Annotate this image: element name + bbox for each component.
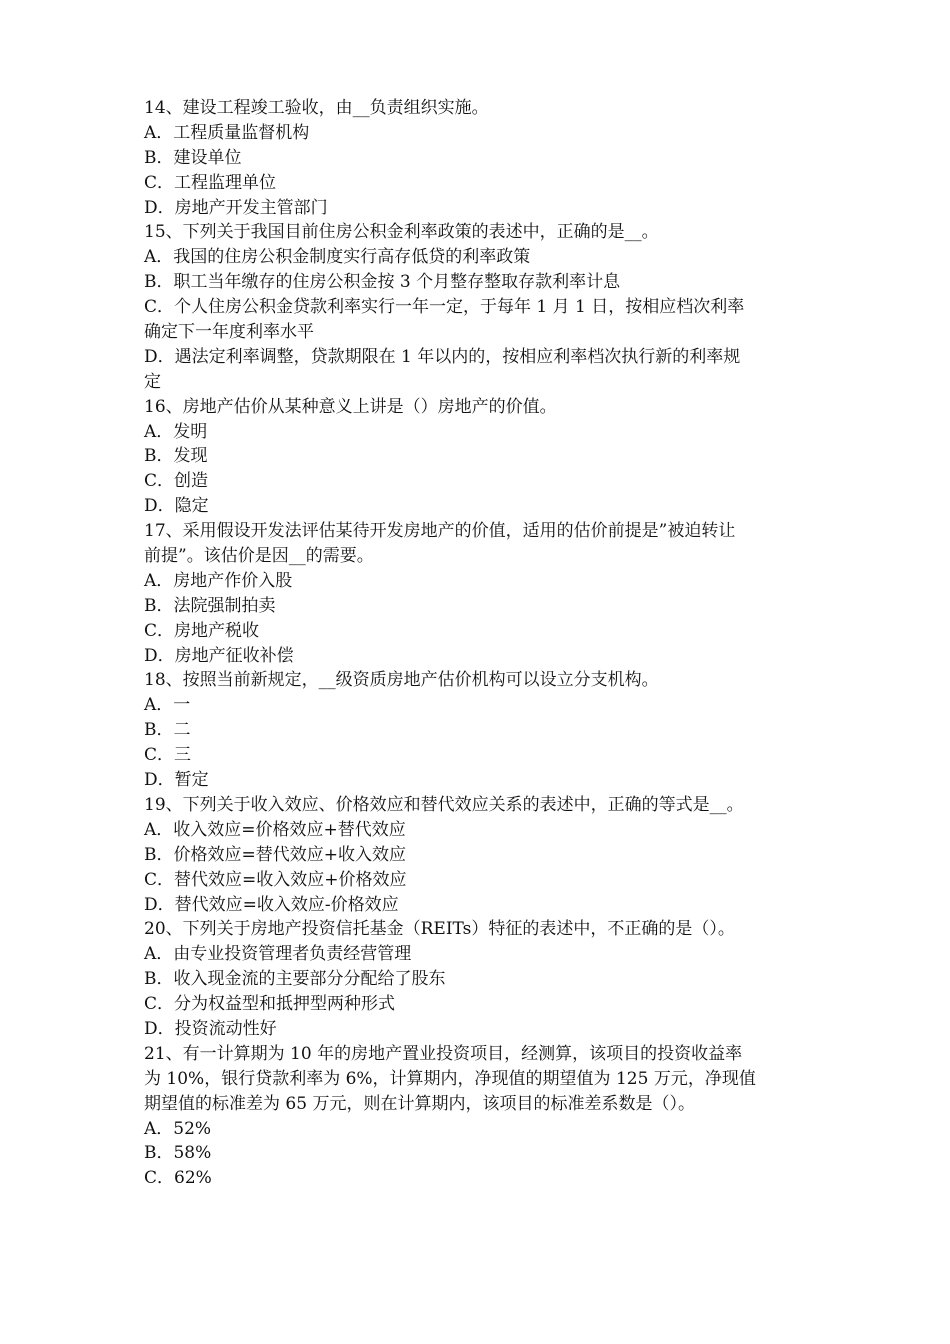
option-d: D．隐定 [144,496,209,517]
option-b: B．价格效应=替代效应+收入效应 [144,844,406,865]
question-stem-line: 16、房地产估价从某种意义上讲是（）房地产的价值。 [144,396,557,417]
question-14 [144,96,808,220]
option-b: B．二 [144,720,191,741]
option-c: C．工程监理单位 [144,172,277,193]
option-b: B．建设单位 [144,147,242,168]
question-stem-line: 14、建设工程竣工验收，由__负责组织实施。 [144,98,489,118]
question-stem-line: 18、按照当前新规定，__级资质房地产估价机构可以设立分支机构。 [144,670,659,691]
document-page [144,96,808,1191]
option-c: C．创造 [144,471,209,492]
option-c: C．个人住房公积金贷款利率实行一年一定，于每年 1 月 1 日，按相应档次利率 [144,297,745,318]
option-a: A．发明 [144,421,208,442]
question-stem-line: 20、下列关于房地产投资信托基金（REITs）特征的表述中，不正确的是（）。 [144,919,735,940]
question-18 [144,668,808,792]
option-c: C．三 [144,745,192,766]
option-c: C．62% [144,1168,212,1189]
option-b: B．58% [144,1143,212,1164]
option-c: C．房地产税收 [144,620,260,641]
option-b: B．职工当年缴存的住房公积金按 3 个月整存整取存款利率计息 [144,272,621,293]
option-a: A．我国的住房公积金制度实行高存低贷的利率政策 [144,247,531,268]
question-stem-line: 21、有一计算期为 10 年的房地产置业投资项目，经测算，该项目的投资收益率 [144,1043,743,1064]
question-stem-line: 17、采用假设开发法评估某待开发房地产的价值，适用的估价前提是”被迫转让 [144,521,736,542]
question-19 [144,793,808,917]
question-stem-line: 前提”。该估价是因__的需要。 [144,546,374,567]
option-d: D．房地产开发主管部门 [144,197,328,218]
question-17 [144,519,808,668]
question-stem-line: 15、下列关于我国目前住房公积金利率政策的表述中，正确的是__。 [144,222,659,243]
option-d: D．替代效应=收入效应-价格效应 [144,894,399,915]
question-stem-line: 期望值的标准差为 65 万元，则在计算期内，该项目的标准差系数是（）。 [144,1093,695,1114]
option-d: D．暂定 [144,770,209,791]
option-d: D．遇法定利率调整，贷款期限在 1 年以内的，按相应利率档次执行新的利率规 [144,346,741,367]
question-20 [144,917,808,1041]
option-a: A．52% [144,1118,212,1139]
option-d-continued: 定 [144,371,161,392]
option-d: D．房地产征收补偿 [144,645,294,666]
option-b: B．法院强制拍卖 [144,595,276,616]
question-stem-line: 为 10%，银行贷款利率为 6%，计算期内，净现值的期望值为 125 万元，净现值 [144,1068,756,1089]
question-21 [144,1042,808,1191]
option-a: A．一 [144,695,191,716]
question-16 [144,395,808,519]
option-b: B．发现 [144,446,208,467]
option-a: A．收入效应=价格效应+替代效应 [144,819,406,840]
question-15 [144,220,808,394]
option-b: B．收入现金流的主要部分分配给了股东 [144,969,446,990]
option-a: A．房地产作价入股 [144,570,293,591]
question-stem-line: 19、下列关于收入效应、价格效应和替代效应关系的表述中，正确的等式是__。 [144,794,744,815]
option-d: D．投资流动性好 [144,1018,277,1039]
option-c-continued: 确定下一年度利率水平 [144,322,314,343]
option-c: C．替代效应=收入效应+价格效应 [144,869,407,890]
option-a: A．工程质量监督机构 [144,122,310,143]
option-a: A．由专业投资管理者负责经营管理 [144,944,412,965]
option-c: C．分为权益型和抵押型两种形式 [144,994,396,1015]
